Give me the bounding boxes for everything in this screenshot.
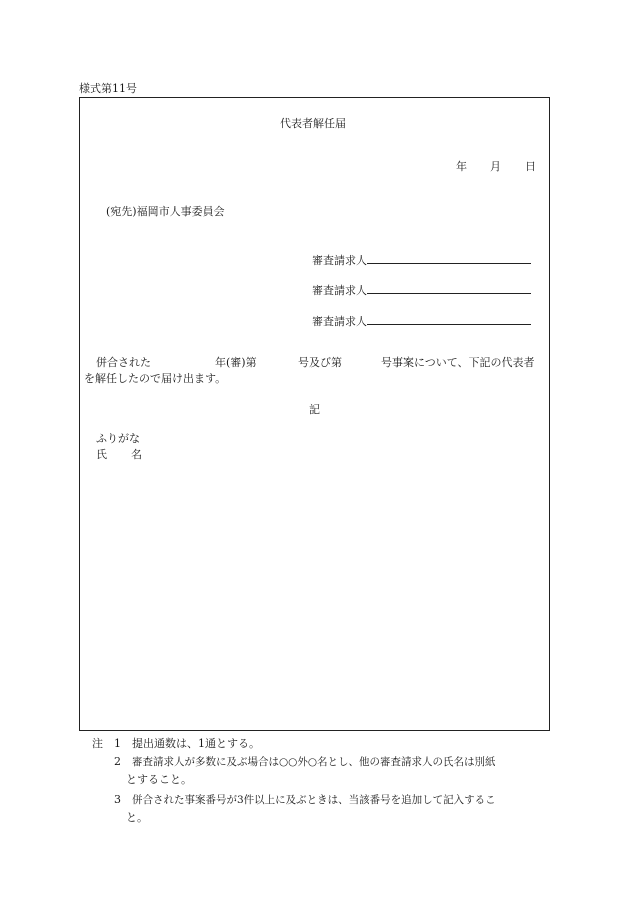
requester-label: 審査請求人 [312, 284, 367, 297]
body-part-1: 併合された [96, 356, 151, 369]
requester-blank [367, 251, 531, 264]
body-line-2: を解任したので届け出ます。 [84, 372, 227, 385]
requester-label: 審査請求人 [312, 254, 367, 267]
requester-line-1 [312, 251, 531, 268]
requester-blank [367, 281, 531, 294]
note-3-text-cont: と。 [126, 811, 148, 824]
body-part-4: 号事案について、下記の代表者 [381, 356, 535, 369]
body-part-2: 年(審)第 [215, 356, 257, 369]
requester-line-2 [312, 281, 531, 298]
requester-label: 審査請求人 [312, 315, 367, 328]
addressee: (宛先)福岡市人事委員会 [106, 205, 225, 218]
ki-heading: 記 [309, 403, 320, 416]
requester-line-3 [312, 312, 531, 329]
furigana-label: ふりがな [96, 432, 140, 445]
note-3-text: 併合された事案番号が3件以上に及ぶときは、当該番号を追加して記入するこ [132, 794, 496, 806]
date-day-label: 日 [525, 160, 536, 173]
date-month-label: 月 [490, 160, 501, 173]
requester-blank [367, 312, 531, 325]
date-year-label: 年 [456, 160, 467, 173]
notes-label: 注 [92, 737, 103, 750]
note-2-number: 2 [114, 755, 121, 768]
form-title: 代表者解任届 [280, 117, 346, 130]
name-label-1: 氏 [96, 448, 107, 461]
note-2-text: 審査請求人が多数に及ぶ場合は○○外○名とし、他の審査請求人の氏名は別紙 [132, 756, 496, 768]
note-3-number: 3 [114, 793, 121, 806]
name-label-2: 名 [131, 448, 142, 461]
form-number: 様式第11号 [79, 82, 137, 95]
note-1-text: 提出通数は、1通とする。 [132, 737, 260, 750]
body-part-3: 号及び第 [298, 356, 342, 369]
note-1-number: 1 [114, 737, 121, 750]
note-2-text-cont: とすること。 [126, 773, 192, 786]
